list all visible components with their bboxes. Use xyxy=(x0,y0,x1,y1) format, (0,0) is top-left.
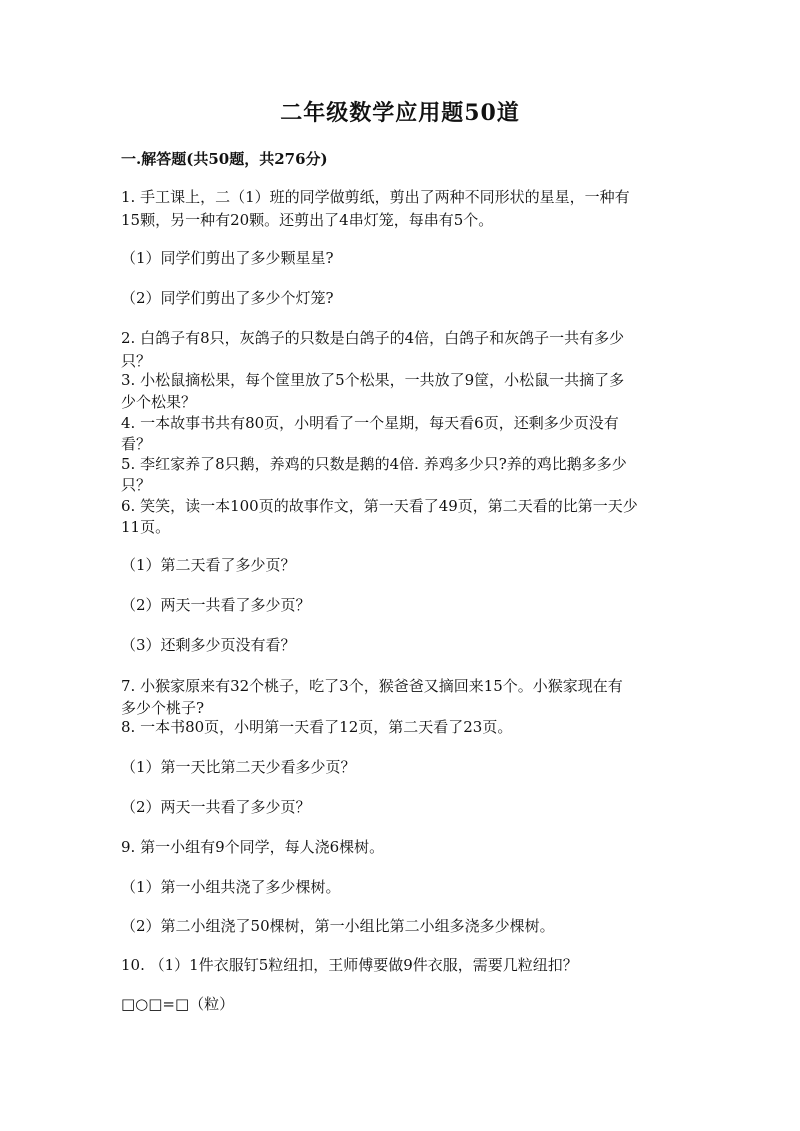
q9-line1: 9. 第一小组有9个同学，每人浇6棵树。 xyxy=(121,838,385,856)
q5-line1: 5. 李红家养了8只鹅，养鸡的只数是鹅的4倍. 养鸡多少只?养的鸡比鹅多多少 xyxy=(121,455,627,473)
q6-line2: 11页。 xyxy=(121,518,171,536)
q10-line1: 10. （1）1件衣服钉5粒纽扣，王师傅要做9件衣服，需要几粒纽扣？ xyxy=(121,956,578,974)
q1-sub1: （1）同学们剪出了多少颗星星? xyxy=(121,249,334,267)
q10-formula: □○□=□（粒） xyxy=(121,995,235,1013)
q8-sub1: （1）第一天比第二天少看多少页？ xyxy=(121,758,356,776)
q1-line1: 1. 手工课上，二（1）班的同学做剪纸，剪出了两种不同形状的星星，一种有 xyxy=(121,188,630,206)
q7-line2: 多少个桃子? xyxy=(121,699,205,717)
q2-line1: 2. 白鸽子有8只，灰鸽子的只数是白鸽子的4倍，白鸽子和灰鸽子一共有多少 xyxy=(121,329,625,347)
q9-sub1: （1）第一小组共浇了多少棵树。 xyxy=(121,878,341,896)
q8-line1: 8. 一本书80页，小明第一天看了12页，第二天看了23页。 xyxy=(121,718,513,736)
q1-line2: 15颗，另一种有20颗。还剪出了4串灯笼，每串有5个。 xyxy=(121,211,494,229)
q6-sub1: （1）第二天看了多少页？ xyxy=(121,556,296,574)
section-heading: 一.解答题(共50题，共276分) xyxy=(121,150,328,168)
q7-line1: 7. 小猴家原来有32个桃子，吃了3个，猴爸爸又摘回来15个。小猴家现在有 xyxy=(121,677,623,695)
q6-sub3: （3）还剩多少页没有看？ xyxy=(121,636,296,654)
q5-line2: 只？ xyxy=(121,476,152,494)
q8-sub2: （2）两天一共看了多少页？ xyxy=(121,798,311,816)
q9-sub2: （2）第二小组浇了50棵树，第一小组比第二小组多浇多少棵树。 xyxy=(121,917,555,935)
q6-sub2: （2）两天一共看了多少页？ xyxy=(121,596,311,614)
q3-line1: 3. 小松鼠摘松果，每个筐里放了5个松果，一共放了9筐，小松鼠一共摘了多 xyxy=(121,371,625,389)
q3-line2: 少个松果？ xyxy=(121,393,197,411)
page-title: 二年级数学应用题50道 xyxy=(280,100,520,126)
q4-line2: 看？ xyxy=(121,435,152,453)
q6-line1: 6. 笑笑，读一本100页的故事作文，第一天看了49页，第二天看的比第一天少 xyxy=(121,497,638,515)
q1-sub2: （2）同学们剪出了多少个灯笼? xyxy=(121,289,334,307)
q4-line1: 4. 一本故事书共有80页，小明看了一个星期，每天看6页，还剩多少页没有 xyxy=(121,414,619,432)
q2-line2: 只？ xyxy=(121,352,152,370)
